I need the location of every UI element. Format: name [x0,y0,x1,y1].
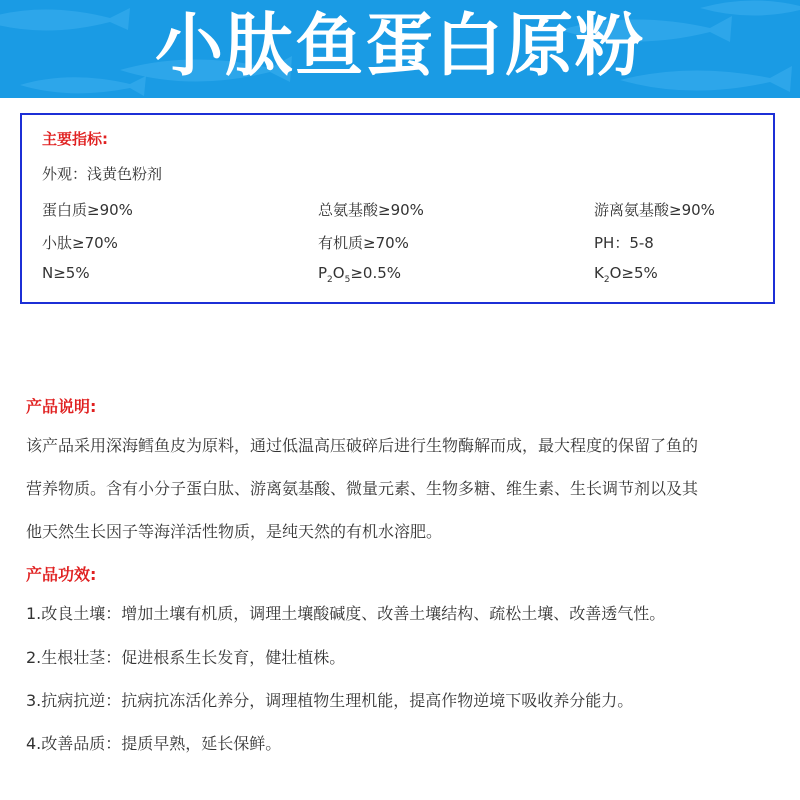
p2o5-p: P [318,264,328,282]
spec-ph: PH：5-8 [594,234,654,252]
spec-n: N≥5% [42,264,90,282]
p2o5-sub1: 2 [327,275,333,285]
spec-organic: 有机质≥70% [318,234,409,252]
page-title: 小肽鱼蛋白原粉 [154,7,645,86]
effect-item: 2.生根壮茎：促进根系生长发育，健壮植株。 [26,648,346,667]
effect-item: 1.改良土壤：增加土壤有机质，调理土壤酸碱度、改善土壤结构、疏松土壤、改善透气性。 [26,604,666,623]
spec-peptide: 小肽≥70% [42,234,118,252]
spec-protein: 蛋白质≥90% [42,201,133,219]
spec-p2o5 [318,264,402,285]
spec-total-amino: 总氨基酸≥90% [318,201,424,219]
spec-heading: 主要指标: [42,130,108,148]
description-heading: 产品说明: [26,397,97,416]
description-line: 营养物质。含有小分子蛋白肽、游离氨基酸、微量元素、生物多糖、维生素、生长调节剂以及其 [26,479,699,498]
effect-item: 4.改善品质：提质早熟，延长保鲜。 [26,734,282,753]
spec-free-amino: 游离氨基酸≥90% [594,201,715,219]
k2o-value: O≥5% [609,264,658,282]
p2o5-sub2: 5 [344,275,351,285]
effect-item: 3.抗病抗逆：抗病抗冻活化养分，调理植物生理机能，提高作物逆境下吸收养分能力。 [26,691,634,710]
spec-box [20,113,775,304]
k2o-sub1: 2 [603,275,610,285]
p2o5-o: O [332,264,345,282]
k2o-k: K [594,264,604,282]
description-line: 他天然生长因子等海洋活性物质，是纯天然的有机水溶肥。 [26,522,443,541]
spec-appearance: 外观：浅黄色粉剂 [42,165,163,183]
title-banner [0,0,800,98]
description-line: 该产品采用深海鳕鱼皮为原料，通过低温高压破碎后进行生物酶解而成，最大程度的保留了鱼的 [26,436,699,455]
p2o5-value: ≥0.5% [350,264,402,282]
effects-heading: 产品功效: [26,565,97,584]
spec-k2o [594,264,658,285]
